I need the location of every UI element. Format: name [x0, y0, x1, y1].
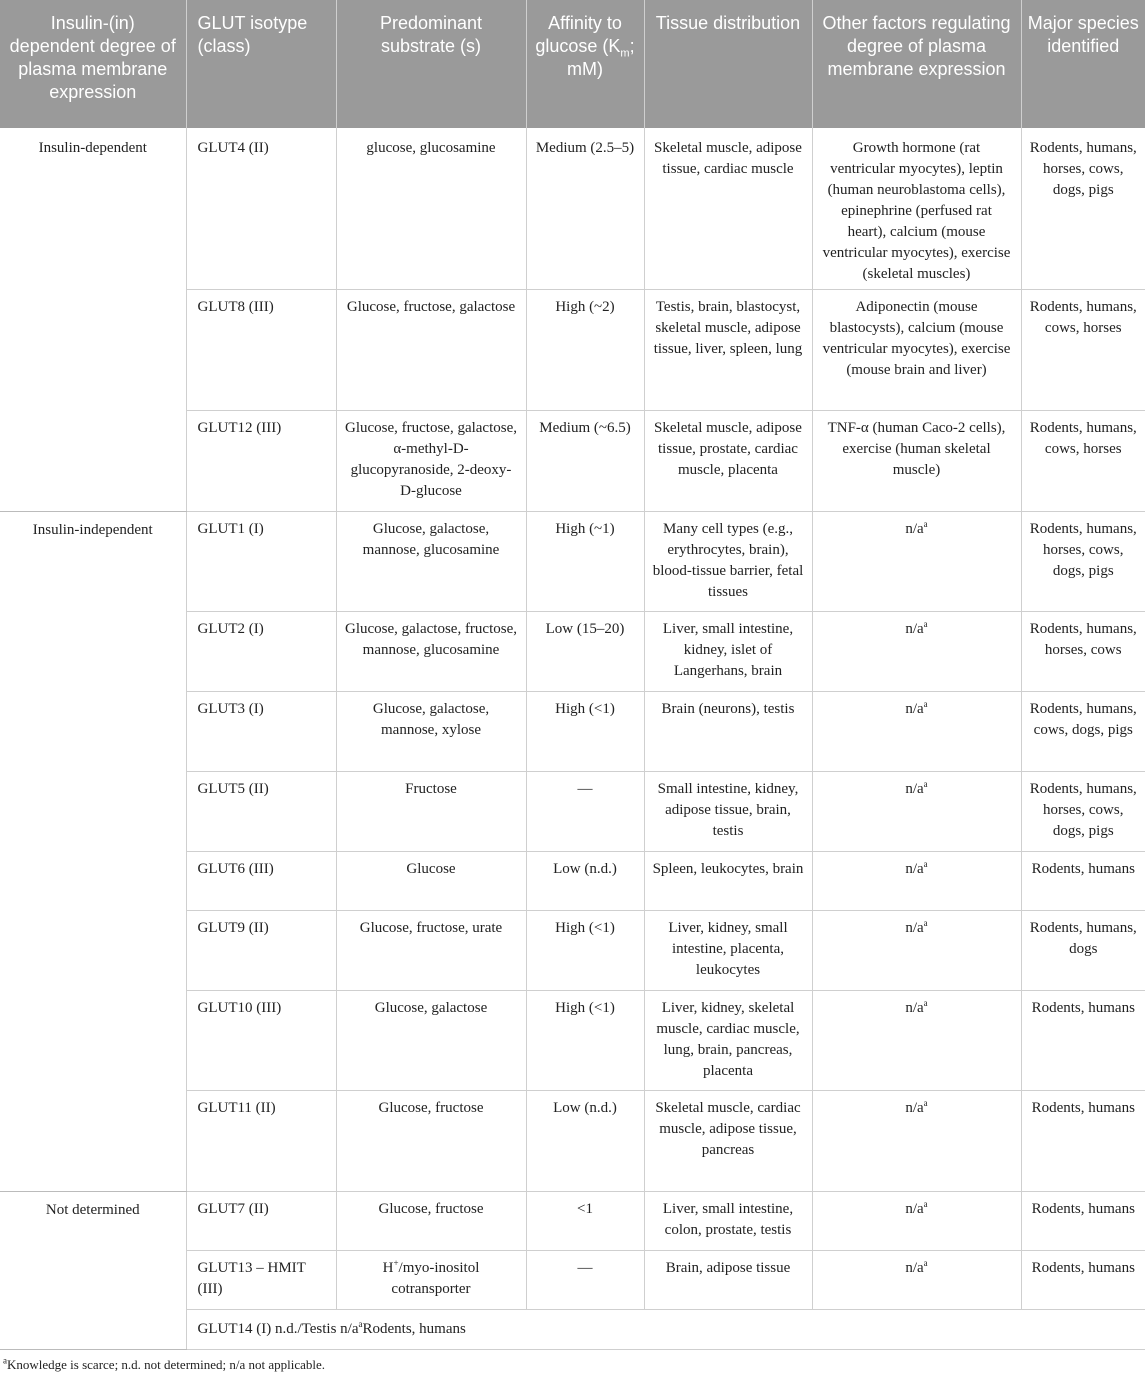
- cell-isotype: GLUT11 (II): [186, 1090, 336, 1191]
- header-other-factors: Other factors regulating degree of plasma membrane expression: [812, 0, 1021, 128]
- cell-isotype: GLUT3 (I): [186, 691, 336, 771]
- cell-species: Rodents, humans, cows, dogs, pigs: [1021, 691, 1145, 771]
- cell-affinity: Medium (2.5–5): [526, 128, 644, 289]
- cell-factors: $n/a^a$: [812, 771, 1021, 851]
- cell-factors: $n/a^a$: [812, 910, 1021, 990]
- cell-isotype: GLUT12 (III): [186, 410, 336, 511]
- cell-isotype: GLUT10 (III): [186, 990, 336, 1090]
- cell-substrate: Fructose: [336, 771, 526, 851]
- cell-tissue: Many cell types (e.g., erythrocytes, brain), blood-tissue barrier, fetal tissues: [644, 511, 812, 611]
- cell-species: Rodents, humans: [1021, 1191, 1145, 1250]
- cell-merged-glut14: GLUT14 (I) n.d./Testis $n/a^aRodents$, humans: [186, 1309, 1145, 1349]
- cell-species: Rodents, humans: [1021, 1250, 1145, 1309]
- table-row: [0, 128, 1145, 289]
- cell-substrate: Glucose, galactose, mannose, xylose: [336, 691, 526, 771]
- cell-tissue: Skeletal muscle, adipose tissue, prostate, cardiac muscle, placenta: [644, 410, 812, 511]
- cell-tissue: Liver, kidney, skeletal muscle, cardiac muscle, lung, brain, pancreas, placenta: [644, 990, 812, 1090]
- cell-factors: $n/a^a$: [812, 990, 1021, 1090]
- cell-species: Rodents, humans, cows, horses: [1021, 410, 1145, 511]
- cell-affinity: —: [526, 771, 644, 851]
- cell-factors: $n/a^a$: [812, 1250, 1021, 1309]
- cell-substrate: Glucose: [336, 851, 526, 910]
- cell-substrate: Glucose, galactose, fructose, mannose, glucosamine: [336, 611, 526, 691]
- group-not-determined: Not determined: [0, 1191, 186, 1349]
- cell-affinity: High (~1): [526, 511, 644, 611]
- cell-species: Rodents, humans, horses, cows, dogs, pigs: [1021, 771, 1145, 851]
- cell-isotype: GLUT2 (I): [186, 611, 336, 691]
- cell-affinity: Low (n.d.): [526, 1090, 644, 1191]
- cell-factors: $n/a^a$: [812, 1191, 1021, 1250]
- cell-substrate: Glucose, fructose: [336, 1191, 526, 1250]
- table-row: [0, 511, 1145, 611]
- cell-species: Rodents, humans: [1021, 851, 1145, 910]
- cell-factors: TNF-α (human Caco-2 cells), exercise (human skeletal muscle): [812, 410, 1021, 511]
- cell-substrate: Glucose, fructose, galactose, α-methyl-D-glucopyranoside, 2-deoxy-D-glucose: [336, 410, 526, 511]
- cell-substrate: Glucose, fructose, urate: [336, 910, 526, 990]
- cell-isotype: GLUT4 (II): [186, 128, 336, 289]
- cell-substrate: Glucose, fructose, galactose: [336, 289, 526, 410]
- cell-tissue: Skeletal muscle, cardiac muscle, adipose tissue, pancreas: [644, 1090, 812, 1191]
- cell-affinity: Low (15–20): [526, 611, 644, 691]
- cell-substrate: Glucose, fructose: [336, 1090, 526, 1191]
- cell-species: Rodents, humans, horses, cows, dogs, pigs: [1021, 128, 1145, 289]
- cell-affinity: High (<1): [526, 691, 644, 771]
- cell-isotype: GLUT6 (III): [186, 851, 336, 910]
- cell-species: Rodents, humans, horses, cows, dogs, pigs: [1021, 511, 1145, 611]
- cell-substrate: glucose, glucosamine: [336, 128, 526, 289]
- header-glut-isotype: GLUT isotype (class): [186, 0, 336, 128]
- cell-affinity: High (<1): [526, 990, 644, 1090]
- cell-substrate: Glucose, galactose, mannose, glucosamine: [336, 511, 526, 611]
- cell-tissue: Testis, brain, blastocyst, skeletal muscle, adipose tissue, liver, spleen, lung: [644, 289, 812, 410]
- cell-affinity: Low (n.d.): [526, 851, 644, 910]
- header-insulin-dependence: Insulin-(in) dependent degree of plasma membrane expression: [0, 0, 186, 128]
- cell-isotype: GLUT1 (I): [186, 511, 336, 611]
- cell-factors: Adiponectin (mouse blastocysts), calcium (mouse ventricular myocytes), exercise (mouse brain and liver): [812, 289, 1021, 410]
- cell-isotype: GLUT8 (III): [186, 289, 336, 410]
- header-species: Major species identified: [1021, 0, 1145, 128]
- cell-isotype: GLUT5 (II): [186, 771, 336, 851]
- cell-affinity: High (<1): [526, 910, 644, 990]
- cell-species: Rodents, humans, horses, cows: [1021, 611, 1145, 691]
- cell-species: Rodents, humans: [1021, 1090, 1145, 1191]
- cell-factors: $n/a^a$: [812, 1090, 1021, 1191]
- cell-factors: $n/a^a$: [812, 851, 1021, 910]
- cell-factors: Growth hormone (rat ventricular myocytes), leptin (human neuroblastoma cells), epinephrine (perfused rat heart), calcium (mouse ventricular myocytes), exercise (skeletal muscles): [812, 128, 1021, 289]
- table-footnote: $^a$Knowledge is scarce; n.d. not determined; n/a not applicable.: [3, 1355, 326, 1372]
- cell-tissue: Liver, kidney, small intestine, placenta, leukocytes: [644, 910, 812, 990]
- cell-tissue: Brain (neurons), testis: [644, 691, 812, 771]
- cell-affinity: Medium (~6.5): [526, 410, 644, 511]
- cell-tissue: Skeletal muscle, adipose tissue, cardiac muscle: [644, 128, 812, 289]
- cell-tissue: Liver, small intestine, kidney, islet of Langerhans, brain: [644, 611, 812, 691]
- cell-species: Rodents, humans, cows, horses: [1021, 289, 1145, 410]
- group-insulin-dependent: Insulin-dependent: [0, 128, 186, 511]
- header-affinity: Affinity to glucose ($K_m$; mM): [526, 0, 644, 128]
- cell-isotype: GLUT9 (II): [186, 910, 336, 990]
- header-row: [0, 0, 1145, 128]
- cell-tissue: Small intestine, kidney, adipose tissue, brain, testis: [644, 771, 812, 851]
- cell-affinity: High (~2): [526, 289, 644, 410]
- cell-isotype: GLUT7 (II): [186, 1191, 336, 1250]
- cell-affinity: <1: [526, 1191, 644, 1250]
- cell-tissue: Liver, small intestine, colon, prostate, testis: [644, 1191, 812, 1250]
- cell-tissue: Spleen, leukocytes, brain: [644, 851, 812, 910]
- header-tissue: Tissue distribution: [644, 0, 812, 128]
- cell-factors: $n/a^a$: [812, 511, 1021, 611]
- cell-factors: $n/a^a$: [812, 691, 1021, 771]
- table-row: [0, 1191, 1145, 1250]
- group-insulin-independent: Insulin-independent: [0, 511, 186, 1191]
- cell-species: Rodents, humans, dogs: [1021, 910, 1145, 990]
- header-substrate: Predominant substrate (s): [336, 0, 526, 128]
- cell-substrate: Glucose, galactose: [336, 990, 526, 1090]
- cell-isotype: GLUT13 – HMIT (III): [186, 1250, 336, 1309]
- cell-affinity: —: [526, 1250, 644, 1309]
- cell-factors: $n/a^a$: [812, 611, 1021, 691]
- cell-substrate: H+/myo-inositol cotransporter: [336, 1250, 526, 1309]
- cell-tissue: Brain, adipose tissue: [644, 1250, 812, 1309]
- cell-species: Rodents, humans: [1021, 990, 1145, 1090]
